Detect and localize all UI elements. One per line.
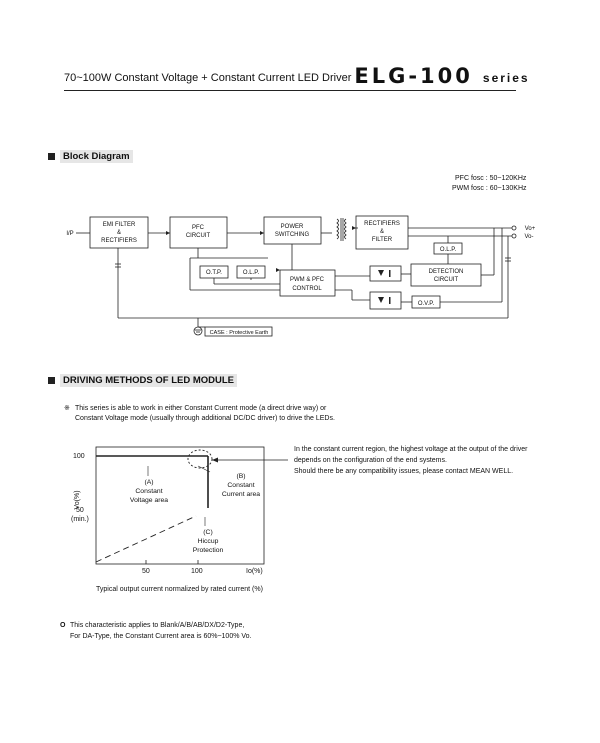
detection-line-2: CIRCUIT	[433, 277, 459, 283]
chart-frame	[96, 447, 264, 564]
vo-minus-label: Vo-	[524, 234, 534, 240]
ip-label: I/P	[66, 231, 74, 237]
note-line-2: Constant Voltage mode (usually through additional DC/DC driver) to drive the LEDs.	[75, 415, 335, 422]
annotation-line-1: In the constant current region, the highest voltage at the output of the driver	[294, 446, 528, 453]
rect-line-2: &	[379, 229, 385, 235]
region-a-line-3: Voltage area	[129, 497, 169, 504]
y-tick-50-sub: (min.)	[71, 516, 89, 523]
block-diagram-title: Block Diagram	[60, 150, 133, 163]
vo-plus-label: Vo+	[524, 226, 536, 232]
pfc-frequency: PFC fosc : 50~120KHz	[455, 175, 527, 182]
emi-line-2: &	[116, 230, 122, 236]
annotation-line-2: depends on the configuration of the end systems.	[294, 457, 447, 464]
region-c-line-3: Protection	[192, 547, 224, 554]
x-tick-50: 50	[142, 568, 150, 575]
hiccup-line	[96, 516, 196, 562]
pwm-line-2: CONTROL	[292, 286, 322, 292]
olp-right-label: O.L.P.	[439, 247, 457, 253]
footer-line-1: This characteristic applies to Blank/A/B/AB/DX/D2-Type,	[70, 622, 245, 629]
region-c-label: (C)	[203, 529, 213, 536]
region-b-line-3: Current area	[221, 491, 261, 498]
y-tick-100: 100	[73, 453, 85, 460]
region-b-line-2: Constant	[227, 482, 255, 489]
x-axis-label: Io(%)	[246, 568, 263, 575]
detection-line-1: DETECTION	[428, 269, 464, 275]
note-symbol: ※	[64, 405, 70, 412]
emi-line-1: EMI FILTER	[102, 222, 136, 228]
annotation-arrowhead	[212, 458, 218, 463]
pfc-line-1: PFC	[192, 225, 204, 231]
footer-line-2: For DA-Type, the Constant Current area is 60%~100% Vo.	[70, 633, 252, 640]
ovp-label: O.V.P.	[417, 301, 435, 307]
rect-line-3: FILTER	[371, 237, 393, 243]
region-b-label: (B)	[236, 473, 246, 480]
driving-methods-title: DRIVING METHODS OF LED MODULE	[60, 374, 237, 387]
annotation-line-3: Should there be any compatibility issues, please contact MEAN WELL.	[294, 468, 514, 475]
chart-caption: Typical output current normalized by rated current (%)	[96, 586, 263, 593]
case-label: CASE : Protective Earth	[209, 330, 269, 336]
region-c-line-2: Hiccup	[197, 538, 219, 545]
pfc-line-2: CIRCUIT	[185, 233, 211, 239]
header-series: series	[482, 71, 530, 85]
footer-symbol: O	[60, 622, 66, 629]
emi-line-3: RECTIFIERS	[101, 238, 137, 244]
otp-label: O.T.P.	[206, 270, 222, 276]
header-model: ELG-100	[354, 64, 473, 88]
rect-line-1: RECTIFIERS	[364, 221, 400, 227]
y-tick-50: 50	[76, 507, 84, 514]
region-a-label: (A)	[144, 479, 154, 486]
pwm-line-1: PWM & PFC	[290, 277, 324, 283]
power-line-1: POWER	[280, 224, 304, 230]
y-axis-label: Vo(%)	[74, 490, 81, 510]
note-line-1: This series is able to work in either Constant Current mode (a direct drive way) or	[75, 405, 327, 412]
olp-left-label: O.L.P.	[242, 270, 260, 276]
region-a-line-2: Constant	[135, 488, 163, 495]
power-line-2: SWITCHING	[274, 232, 310, 238]
header-title: 70~100W Constant Voltage + Constant Current LED Driver	[64, 72, 352, 84]
pwm-frequency: PWM fosc : 60~130KHz	[452, 185, 527, 192]
x-tick-100: 100	[191, 568, 203, 575]
